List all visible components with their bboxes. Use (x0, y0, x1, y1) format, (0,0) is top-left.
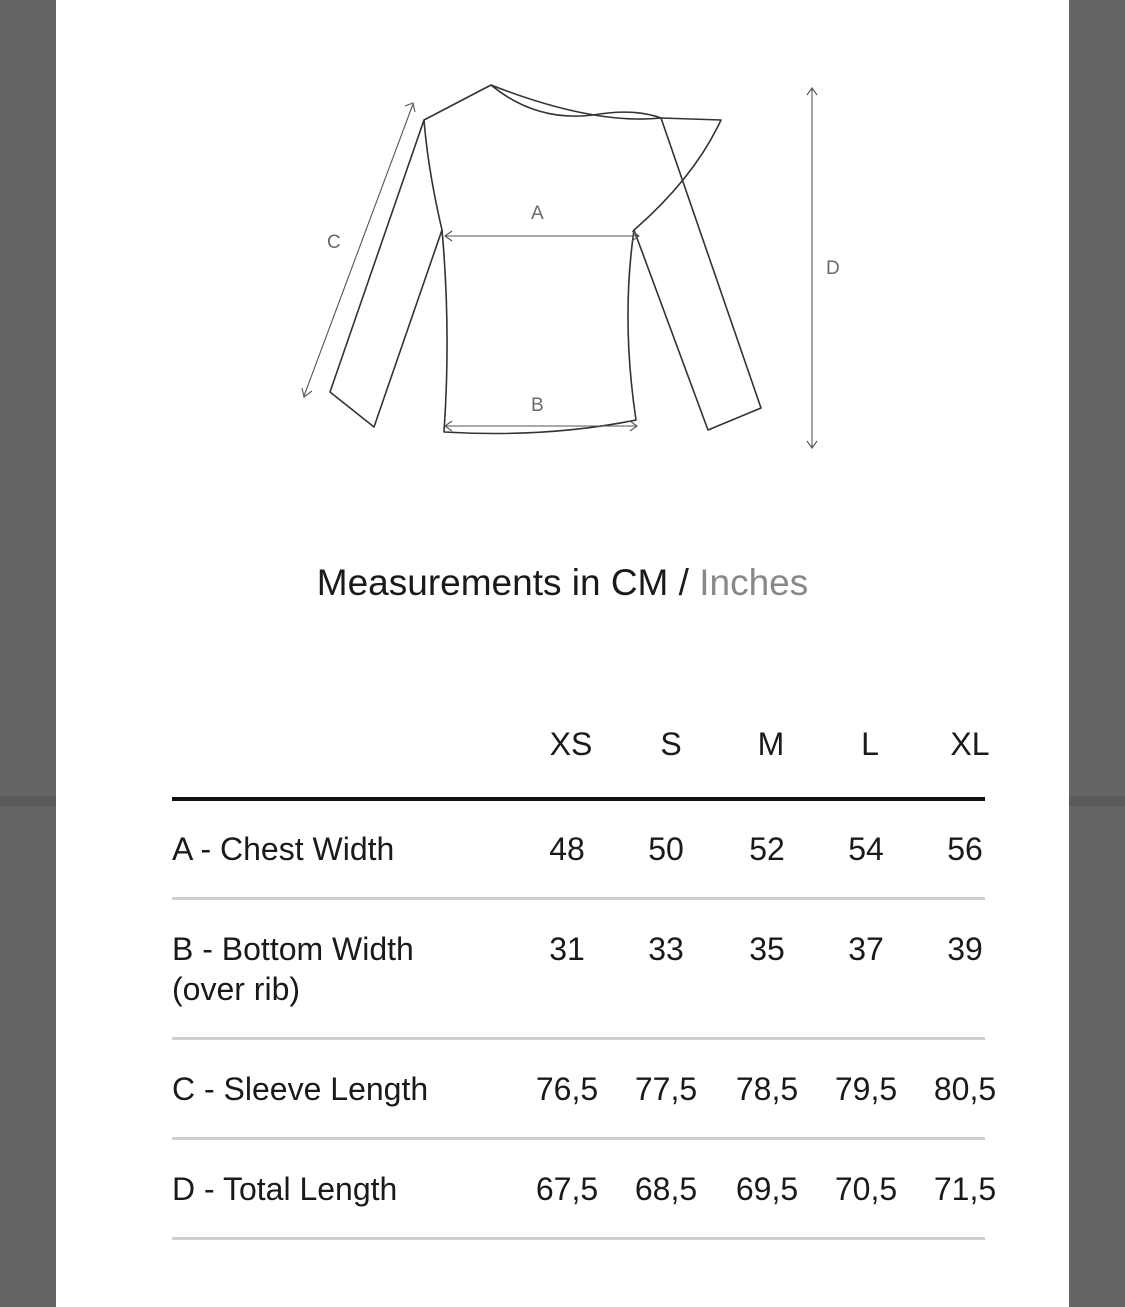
row-label (172, 929, 502, 1009)
table-row-chest (172, 829, 985, 871)
row-divider (172, 1137, 985, 1140)
row-label: D - Total Length (172, 1171, 398, 1207)
row-label-line2: (over rib) (172, 971, 301, 1007)
cell-value: 37 (848, 931, 884, 967)
cell-value: 69,5 (735, 1171, 799, 1207)
row-divider (172, 897, 985, 900)
right-overlay (1069, 0, 1125, 1307)
size-guide-sheet (56, 0, 1069, 1307)
garment-body-outline (424, 85, 721, 434)
measure-c-line (304, 104, 413, 396)
cell-value: 33 (648, 931, 684, 967)
units-inches[interactable]: Inches (699, 562, 809, 603)
row-label-line1: B - Bottom Width (172, 931, 414, 967)
label-b: B (531, 395, 544, 416)
cell-value: 80,5 (933, 1071, 997, 1107)
cell-value: 56 (947, 831, 983, 867)
garment-diagram (56, 0, 1069, 470)
cell-value: 39 (947, 931, 983, 967)
cell-value: 52 (749, 831, 785, 867)
cell-value: 77,5 (634, 1071, 698, 1107)
cell-value: 70,5 (834, 1171, 898, 1207)
cell-value: 67,5 (535, 1171, 599, 1207)
table-row-sleeve (172, 1069, 997, 1111)
cell-value: 50 (648, 831, 684, 867)
units-cm[interactable]: Measurements in CM / (316, 562, 689, 603)
label-c: C (327, 232, 341, 253)
row-label: A - Chest Width (172, 831, 395, 867)
units-toggle (56, 562, 1069, 604)
header-divider (172, 797, 985, 801)
cell-value: 68,5 (634, 1171, 698, 1207)
cell-value: 76,5 (535, 1071, 599, 1107)
cell-value: 31 (549, 931, 585, 967)
cell-value: 35 (749, 931, 785, 967)
size-s: S (660, 726, 682, 762)
garment-right-sleeve (634, 118, 761, 430)
size-xl: XL (950, 726, 990, 762)
size-l: L (861, 726, 879, 762)
size-header-row (172, 726, 990, 770)
table-row-total (172, 1169, 997, 1211)
cell-value: 78,5 (735, 1071, 799, 1107)
left-overlay (0, 0, 56, 1307)
cell-value: 54 (848, 831, 884, 867)
cell-value: 48 (549, 831, 585, 867)
label-a: A (531, 203, 544, 224)
row-divider (172, 1037, 985, 1040)
table-row-bottom (172, 929, 985, 1013)
label-d: D (826, 258, 840, 279)
row-label: C - Sleeve Length (172, 1071, 429, 1107)
cell-value: 79,5 (834, 1071, 898, 1107)
cell-value: 71,5 (933, 1171, 997, 1207)
garment-neckline (491, 85, 661, 118)
garment-left-sleeve (330, 120, 442, 427)
size-xs: XS (549, 726, 593, 762)
row-divider (172, 1237, 985, 1240)
size-m: M (757, 726, 785, 762)
